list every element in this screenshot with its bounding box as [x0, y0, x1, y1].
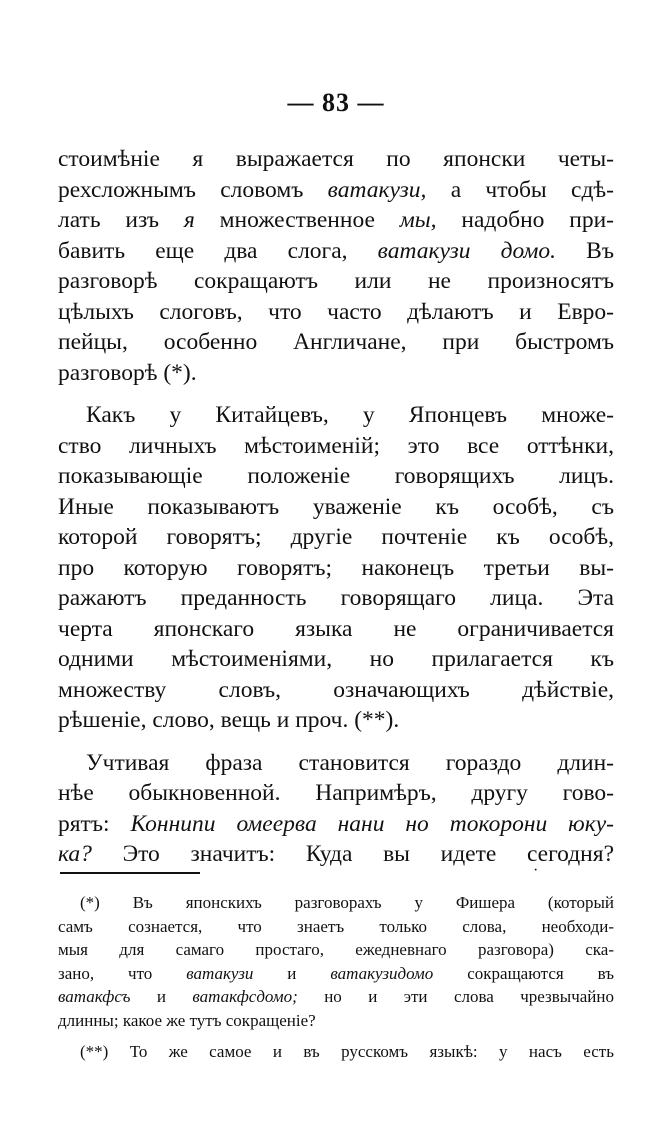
paragraph-3: [58, 748, 614, 870]
text-line: которой говорятъ; другіе почтеніе къ особѣ,: [58, 524, 614, 550]
text-line: показывающіе положеніе говорящихъ лицъ.: [58, 463, 614, 489]
text-line: Учтивая фраза становится гораздо длин-: [86, 749, 614, 776]
text-line: разговорѣ сокращаютъ или не произносятъ: [58, 268, 614, 294]
text-line: про которую говорятъ; наконецъ третьи вы-: [58, 554, 614, 581]
footnote-separator: [60, 872, 200, 874]
text-line: рятъ: Коннипи омеерва нани но токорони юку-: [58, 810, 614, 837]
footnote-2: [58, 1040, 614, 1064]
footnote-line: (*) Въ японскихъ разговорахъ у Фишера (который: [80, 893, 614, 912]
footnote-1: [58, 891, 614, 1032]
text-line: черта японскаго языка не ограничивается: [58, 615, 614, 642]
text-line: рѣшеніе, слово, вещь и проч. (**).: [58, 707, 400, 733]
footnote-line: мыя для самаго простаго, ежедневнаго разговора) ска-: [58, 940, 614, 959]
footnote-line: ватакфсъ и ватакфсдомо; но и эти слова чрезвычайно: [58, 987, 614, 1006]
text-line: нѣе обыкновенной. Напримѣръ, другу гово-: [58, 780, 614, 806]
text-line: разговорѣ (*).: [58, 359, 197, 386]
text-line: рехсложнымъ словомъ ватакузи, а чтобы сдѣ-: [58, 176, 614, 203]
text-line: пейцы, особенно Англичане, при быстромъ: [58, 329, 614, 355]
footnote-line: (**) То же самое и въ русскомъ языкѣ: у насъ есть: [80, 1042, 614, 1061]
footnote-line: самъ сознается, что знаетъ только слова, необходи-: [58, 916, 614, 936]
footnotes: [58, 891, 614, 1064]
text-line: лать изъ я множественное мы, надобно при-: [58, 207, 614, 233]
text-line: ражаютъ преданность говорящаго лица. Эта: [58, 585, 614, 611]
main-text: [58, 144, 614, 870]
text-line: цѣлыхъ слоговъ, что часто дѣлаютъ и Евро-: [58, 298, 614, 325]
text-line: ка? Это значитъ: Куда вы идете сегодня?: [58, 841, 614, 867]
text-line: множеству словъ, означающихъ дѣйствіе,: [58, 676, 614, 703]
text-line: Какъ у Китайцевъ, у Японцевъ множе-: [86, 402, 614, 428]
paragraph-2: [58, 400, 614, 736]
footnote-line: зано, что ватакузи и ватакузидомо сокращаются въ: [58, 963, 614, 983]
text-line: Иные показываютъ уваженіе къ особѣ, съ: [58, 493, 614, 520]
text-line: одними мѣстоименіями, но прилагается къ: [58, 646, 614, 672]
paragraph-1: [58, 144, 614, 388]
print-speck: ·: [533, 862, 539, 879]
text-line: стоимѣніе я выражается по японски четы-: [58, 146, 614, 172]
footnote-line: длинны; какое же тутъ сокращеніе?: [58, 1010, 316, 1030]
text-line: ство личныхъ мѣстоименій; это все оттѣнки,: [58, 432, 614, 459]
text-line: бавить еще два слога, ватакузи домо. Въ: [58, 237, 614, 264]
page-number: — 83 —: [287, 88, 385, 117]
